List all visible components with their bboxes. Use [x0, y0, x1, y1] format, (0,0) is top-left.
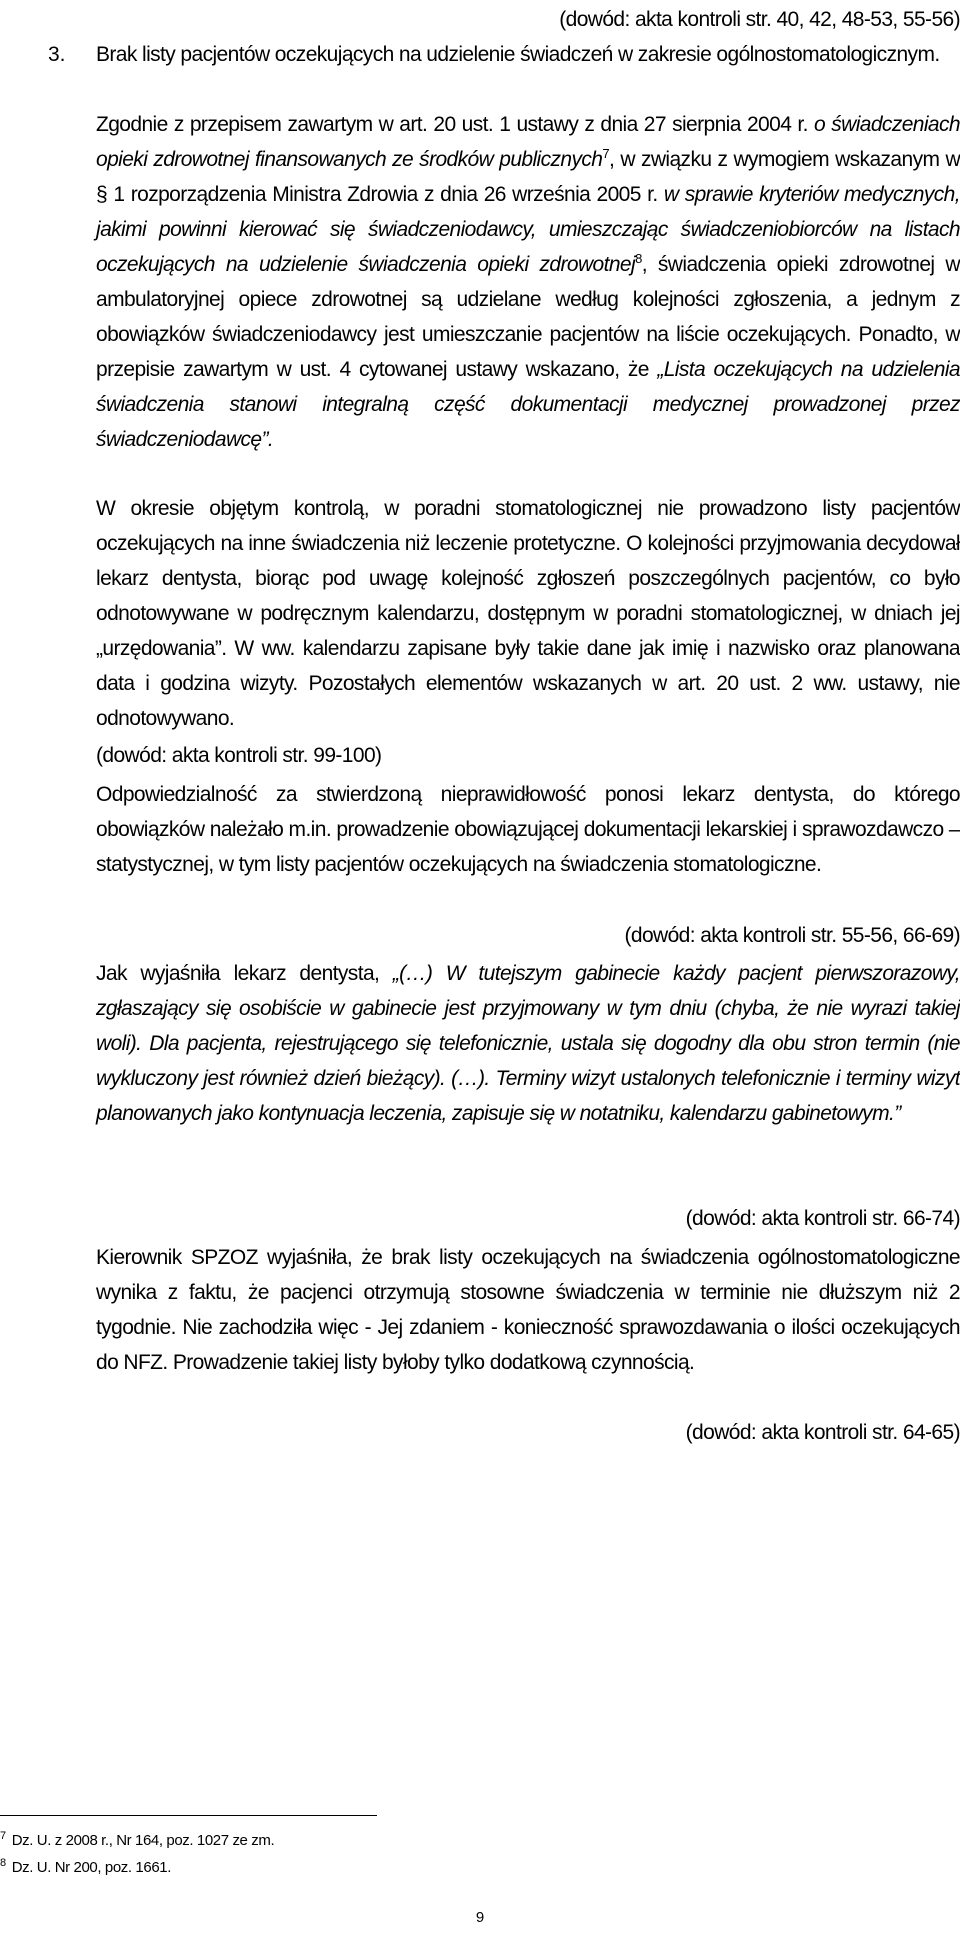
footnote-8 — [0, 1853, 171, 1878]
paragraph-findings: W okresie objętym kontrolą, w poradni stomatologicznej nie prowadzono listy pacjentów oczekujących na inne świadczenia niż leczenie protetyczne. O kolejności przyjmowania decydował lekarz dentysta, biorąc pod uwagę kolejność zgłoszeń poszczególnych pacjentów, co było odnotowywane w podręcznym kalendarzu, dostępnym w poradni stomatologicznej, w dniach jej „urzędowania”. W ww. kalendarzu zapisane były takie dane jak imię i nazwisko oraz planowana data i godzina wizyty. Pozostałych elementów wskazanych w art. 20 ust. 2 ww. ustawy, nie odnotowywano. — [96, 497, 960, 730]
evidence-reference: (dowód: akta kontroli str. 64-65) — [685, 1421, 960, 1444]
footnote-separator — [0, 1815, 377, 1816]
footnote-ref: 8 — [635, 251, 642, 266]
footnote-mark: 8 — [0, 1857, 6, 1869]
footnote-text: Dz. U. Nr 200, poz. 1661. — [11, 1859, 171, 1876]
footnote-text: Dz. U. z 2008 r., Nr 164, poz. 1027 ze zm. — [11, 1832, 275, 1849]
paragraph-legal-basis — [96, 107, 960, 457]
footnote-7 — [0, 1826, 274, 1851]
act-title: o świadczeniach opieki zdrowotnej finansowanych ze środków publicznych — [96, 113, 960, 171]
regulation-title: w sprawie kryteriów medycznych, jakimi powinni kierować się świadczeniodawcy, umieszczając świadczeniobiorców na listach oczekujących na udzielenie świadczenia opieki zdrowotnej — [96, 183, 960, 276]
footnote-ref: 7 — [602, 146, 610, 161]
evidence-reference: (dowód: akta kontroli str. 99-100) — [96, 744, 382, 767]
footnote-mark: 7 — [0, 1830, 6, 1842]
text-run: , świadczenia opieki zdrowotnej w ambulatoryjnej opiece zdrowotnej są udzielane według kolejności zgłoszenia, a jednym z obowiązków świadczeniodawcy jest umieszczanie pacjentów na liście oczekujących. Ponadto, w przepisie zawartym w ust. 4 cytowanej ustawy wskazano, że — [96, 253, 960, 381]
paragraph-manager-explanation: Kierownik SPZOZ wyjaśniła, że brak listy oczekujących na świadczenia ogólnostomatologiczne wynika z faktu, że pacjenci otrzymują stosowne świadczenia w terminie nie dłuższym niż 2 tygodnie. Nie zachodziła więc - Jej zdaniem - konieczność sprawozdawania o ilości oczekujących do NFZ. Prowadzenie takiej listy byłoby tylko dodatkową czynnością. — [96, 1246, 960, 1374]
text-run: Zgodnie z przepisem zawartym w art. 20 ust. 1 ustawy z dnia 27 sierpnia 2004 r. — [96, 113, 815, 136]
evidence-reference: (dowód: akta kontroli str. 66-74) — [685, 1207, 960, 1230]
text-run: , w związku z wymogiem wskazanym w § 1 rozporządzenia Ministra Zdrowia z dnia 26 września 2005 r. — [96, 148, 960, 206]
evidence-reference: (dowód: akta kontroli str. 40, 42, 48-53, 55-56) — [559, 8, 960, 31]
text-run: Jak wyjaśniła lekarz dentysta, — [96, 962, 393, 985]
paragraph-dentist-explanation — [96, 956, 960, 1131]
page-number: 9 — [475, 1909, 485, 1926]
item-number: 3. — [48, 43, 66, 66]
evidence-reference: (dowód: akta kontroli str. 55-56, 66-69) — [624, 924, 960, 947]
item-heading: Brak listy pacjentów oczekujących na udzielenie świadczeń w zakresie ogólnostomatologicznym. — [96, 43, 940, 66]
dentist-quote: „(…) W tutejszym gabinecie każdy pacjent pierwszorazowy, zgłaszający się osobiście w gabinecie jest przyjmowany w tym dniu (chyba, że nie wyrazi takiej woli). Dla pacjenta, rejestrującego się telefonicznie, ustala się dogodny dla obu stron termin (nie wykluczony jest również dzień bieżący). (…). Terminy wizyt ustalonych telefonicznie i terminy wizyt planowanych jako kontynuacja leczenia, zapisuje się w notatniku, kalendarzu gabinetowym.” — [96, 962, 960, 1125]
quoted-provision: „Lista oczekujących na udzielenia świadczenia stanowi integralną część dokumentacji medycznej prowadzonej przez świadczeniodawcę”. — [96, 358, 960, 451]
paragraph-responsibility: Odpowiedzialność za stwierdzoną nieprawidłowość ponosi lekarz dentysta, do którego obowiązków należało m.in. prowadzenie obowiązującej dokumentacji lekarskiej i sprawozdawczo – statystycznej, w tym listy pacjentów oczekujących na świadczenia stomatologiczne. — [96, 783, 960, 876]
